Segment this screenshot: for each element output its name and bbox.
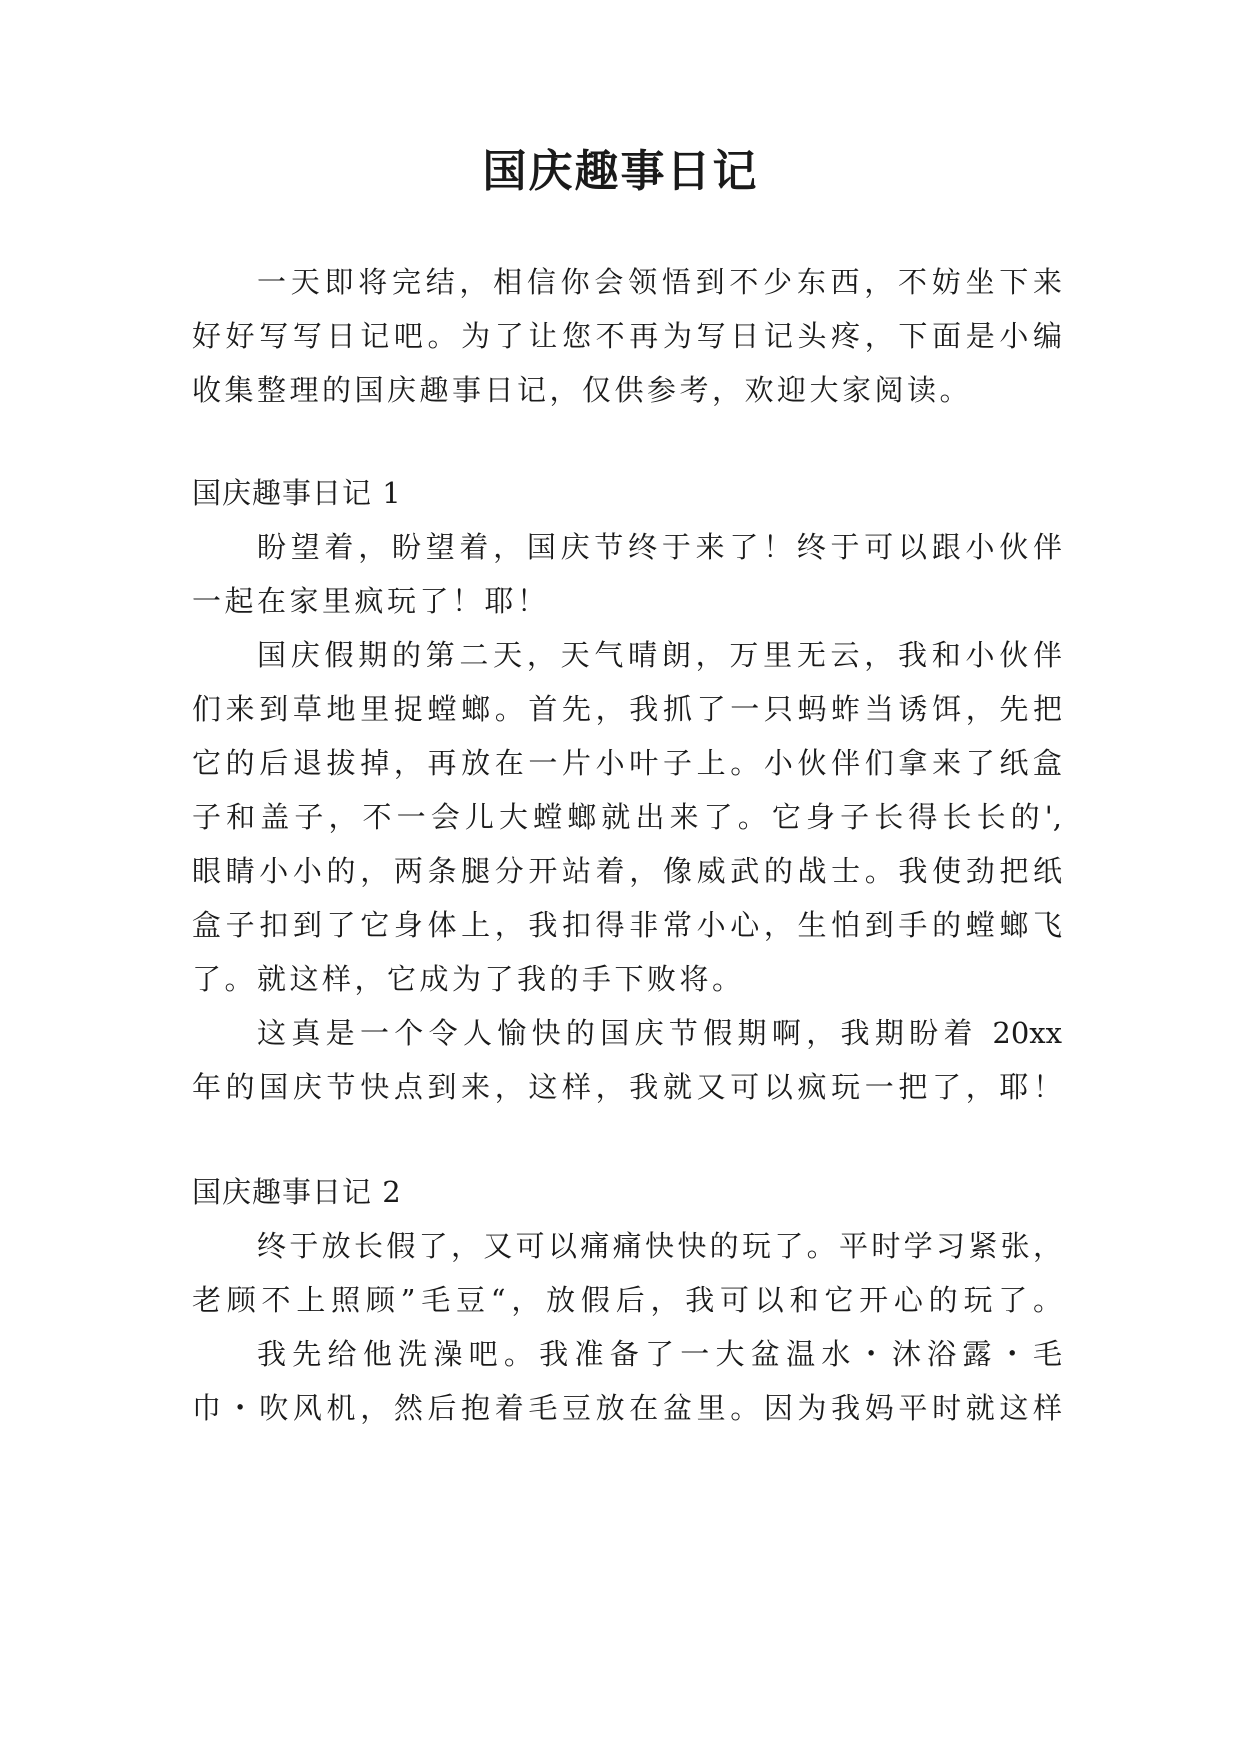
- diary-2-heading: 国庆趣事日记 2: [192, 1175, 402, 1209]
- diary-1-line: 年的国庆节快点到来，这样，我就又可以疯玩一把了，耶！: [192, 1070, 1062, 1104]
- intro-line: 好好写写日记吧。为了让您不再为写日记头疼，下面是小编: [192, 319, 1062, 353]
- diary-1-line: 子和盖子，不一会儿大螳螂就出来了。它身子长得长长的',: [192, 800, 1062, 834]
- diary-1-line: 盼望着，盼望着，国庆节终于来了！终于可以跟小伙伴: [257, 530, 1062, 564]
- diary-1-heading: 国庆趣事日记 1: [192, 476, 402, 510]
- diary-1-line: 们来到草地里捉螳螂。首先，我抓了一只蚂蚱当诱饵，先把: [192, 692, 1062, 726]
- diary-1-line: 眼睛小小的，两条腿分开站着，像威武的战士。我使劲把纸: [192, 854, 1062, 888]
- diary-2-line: 我先给他洗澡吧。我准备了一大盆温水・沐浴露・毛: [257, 1337, 1062, 1371]
- intro-line: 收集整理的国庆趣事日记，仅供参考，欢迎大家阅读。: [192, 373, 973, 407]
- diary-1-line: 国庆假期的第二天，天气晴朗，万里无云，我和小伙伴: [257, 638, 1062, 672]
- diary-2-line: 老顾不上照顾”毛豆“，放假后，我可以和它开心的玩了。: [192, 1283, 1062, 1317]
- diary-2-line: 终于放长假了，又可以痛痛快快的玩了。平时学习紧张，: [257, 1229, 1062, 1263]
- diary-1-line: 一起在家里疯玩了！耶！: [192, 584, 550, 618]
- intro-line: 一天即将完结，相信你会领悟到不少东西，不妨坐下来: [257, 265, 1062, 299]
- diary-1-line: 它的后退拔掉，再放在一片小叶子上。小伙伴们拿来了纸盒: [192, 746, 1062, 780]
- diary-1-line: 了。就这样，它成为了我的手下败将。: [192, 962, 745, 996]
- diary-1-line: 盒子扣到了它身体上，我扣得非常小心，生怕到手的螳螂飞: [192, 908, 1062, 942]
- document-title: 国庆趣事日记: [482, 146, 759, 197]
- diary-2-line: 巾・吹风机，然后抱着毛豆放在盆里。因为我妈平时就这样: [192, 1391, 1062, 1425]
- diary-1-line: 这真是一个令人愉快的国庆节假期啊，我期盼着 20xx: [257, 1016, 1062, 1050]
